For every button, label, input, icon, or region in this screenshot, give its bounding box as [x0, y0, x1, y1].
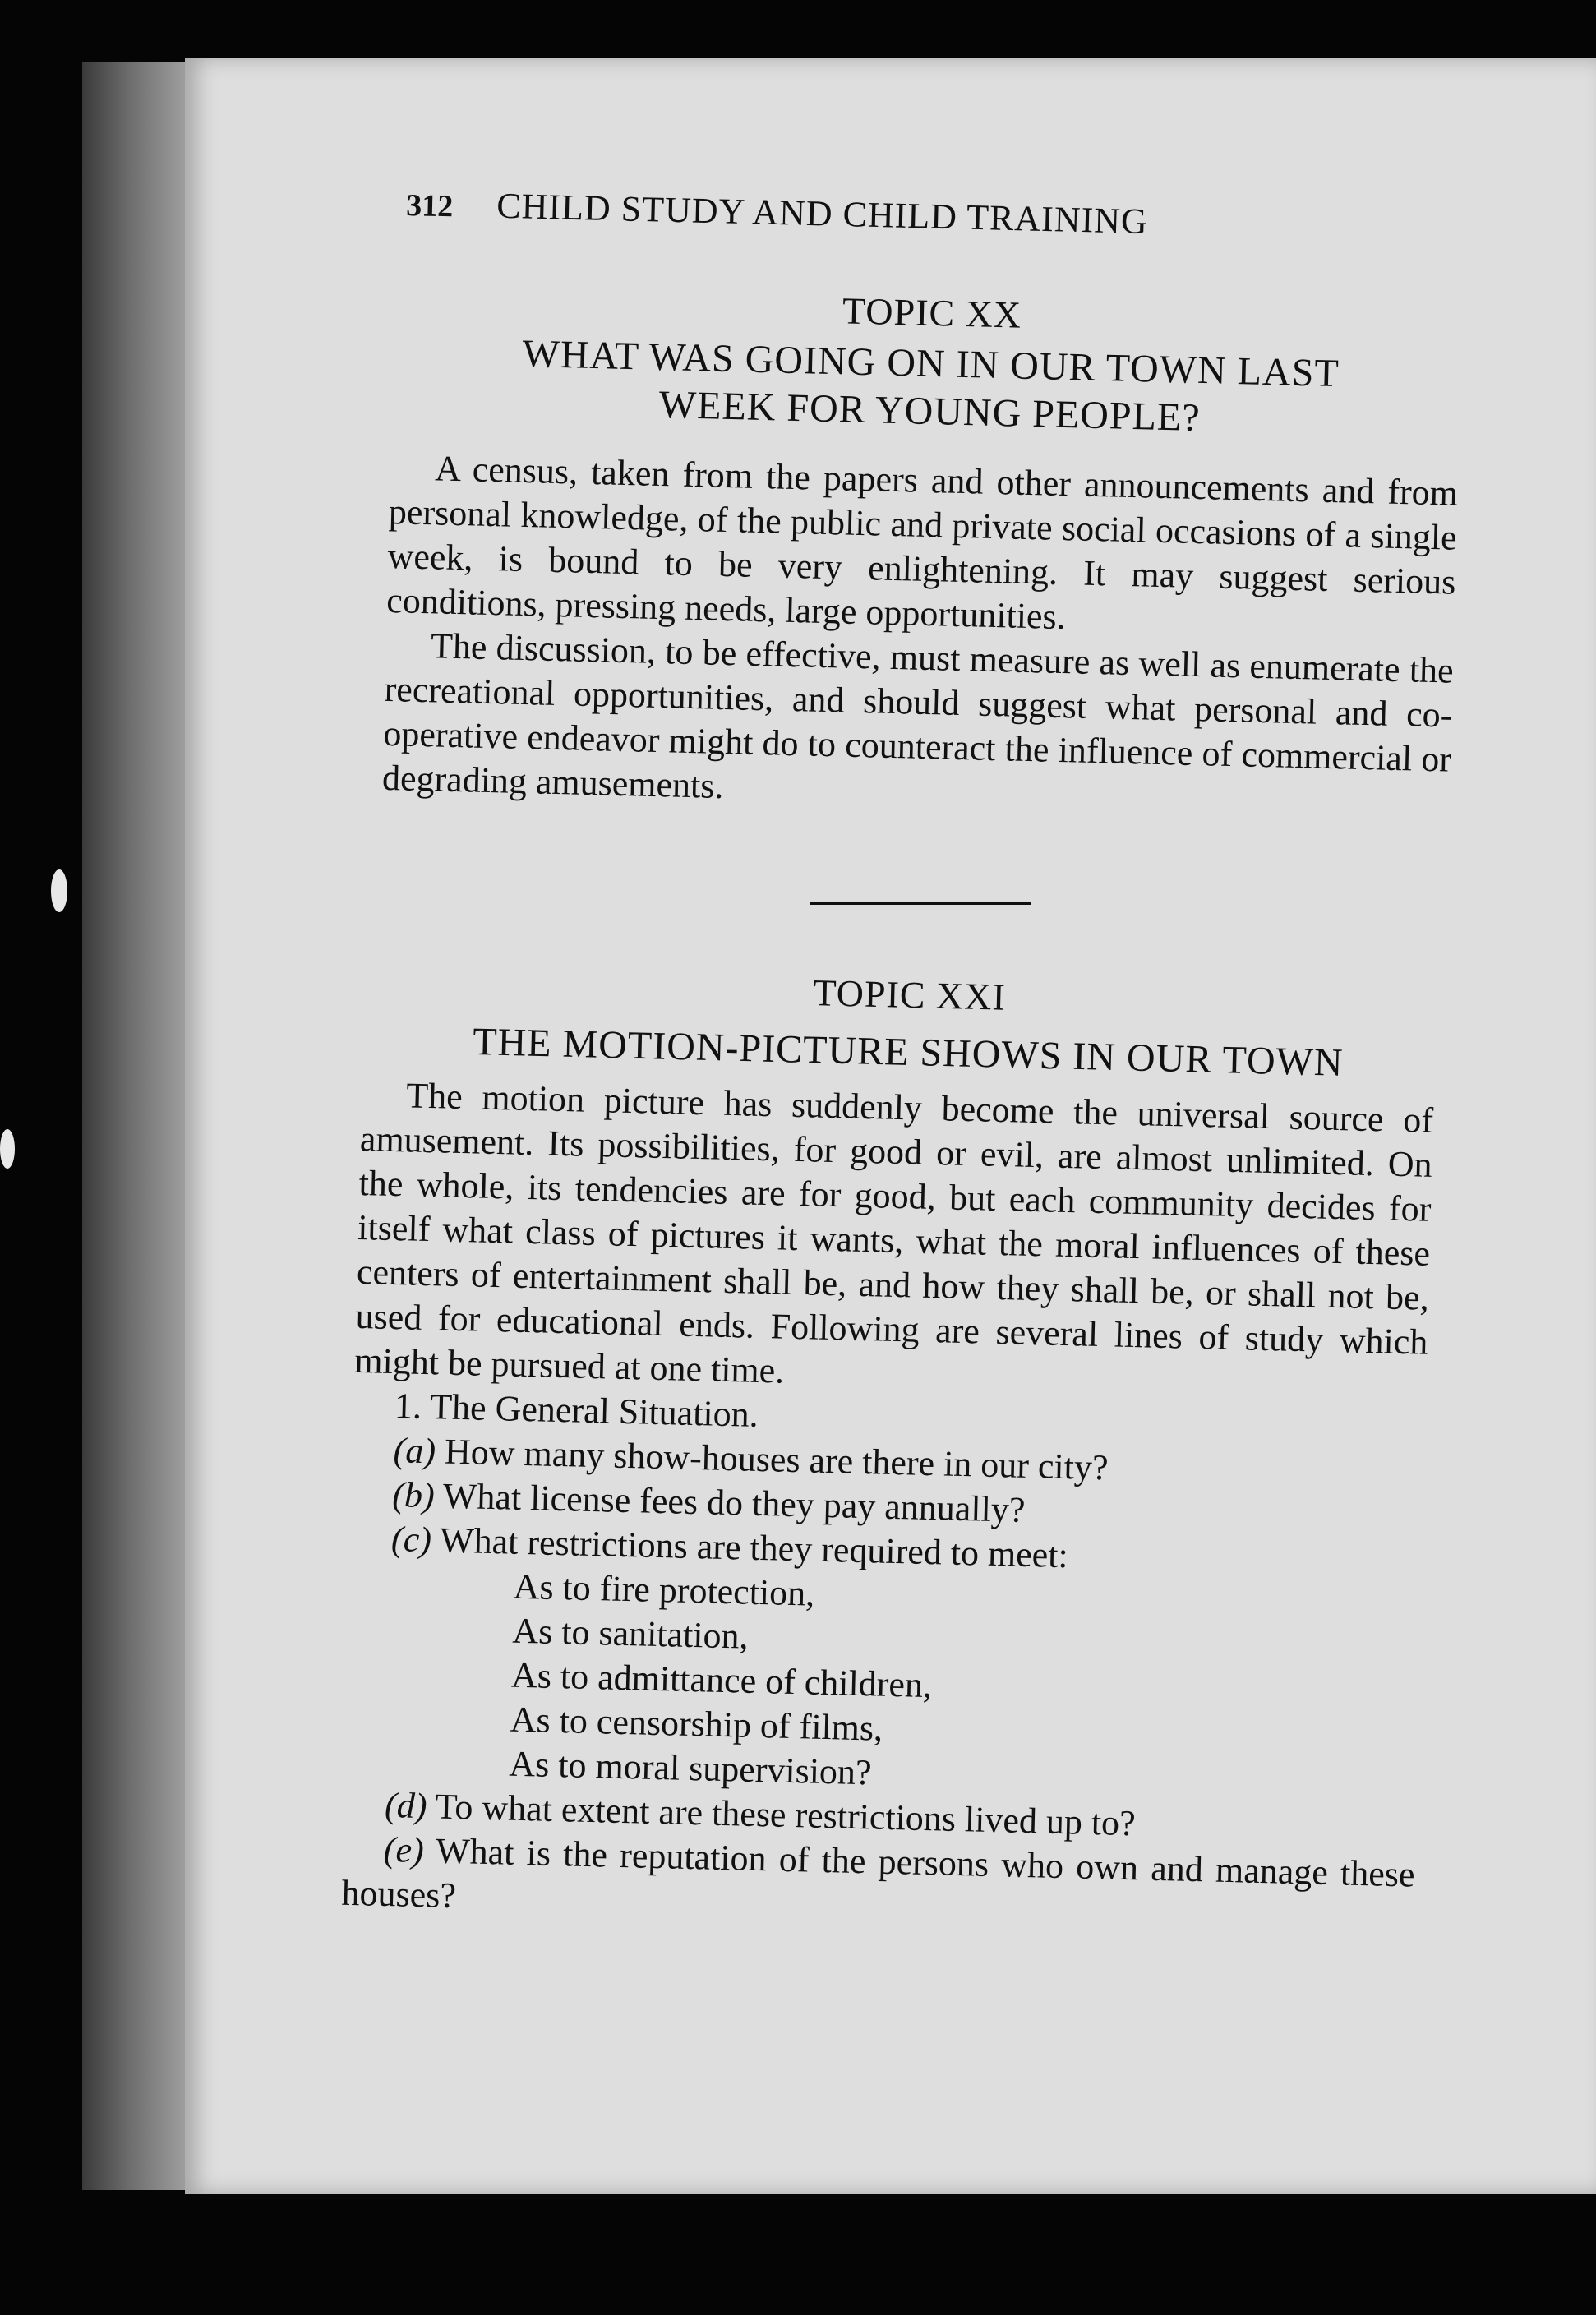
question-letter: (e): [383, 1828, 425, 1871]
book-title: CHILD STUDY AND CHILD TRAINING: [496, 185, 1149, 242]
question-text: What license fees do they pay annually?: [434, 1475, 1026, 1530]
scan-speck: [51, 869, 67, 912]
section-divider: [810, 902, 1031, 905]
sub-item: As to sanitation,: [511, 1610, 750, 1657]
topic-title-line: WHAT WAS GOING ON IN OUR TOWN LAST: [521, 331, 1340, 396]
sub-item: As to moral supervision?: [508, 1743, 873, 1793]
topic-label: TOPIC XXI: [812, 971, 1007, 1018]
sub-item: As to admittance of children,: [510, 1654, 933, 1706]
question-text: To what extent are these restrictions lived up to?: [426, 1786, 1137, 1844]
scan-speck: [0, 1129, 15, 1169]
paragraph: The discussion, to be effective, must measure as well as enumerate the recreational opportunities, and should suggest what personal and co-operative endeavor might do to counteract the influence of commercial or degrading amusements.: [381, 625, 1455, 807]
question-letter: (c): [390, 1519, 432, 1561]
topic-label: TOPIC XX: [842, 289, 1022, 336]
question-text: What restrictions are they required to meet:: [431, 1520, 1069, 1576]
topic-xxi-body: [341, 1072, 1434, 1942]
question-text: How many show-houses are there in our city?: [435, 1431, 1109, 1488]
page-number: 312: [405, 187, 454, 224]
question-letter: (d): [384, 1784, 428, 1827]
sub-item: As to fire protection,: [513, 1566, 815, 1614]
sub-item: As to censorship of films,: [510, 1699, 883, 1749]
topic-xx-body: [381, 445, 1458, 827]
paragraph: A census, taken from the papers and other announcements and from personal knowledge, of the public and private social occasions of a single week, is bound to be very enlightening. It may suggest serious conditions, pressing needs, large opportunities.: [385, 448, 1459, 638]
paragraph: The motion picture has suddenly become the universal source of amusement. Its possibilities, for good or evil, are almost unlimited. On the whole, its tendencies are for good, but each community decides for itself what class of pictures it wants, what the moral influences of these centers of entertainment shall be, and how they shall be, or shall not be, used for educational ends. Following are several lines of study which might be pursued at one time.: [353, 1075, 1434, 1391]
question-letter: (b): [391, 1474, 436, 1516]
topic-title-line: WEEK FOR YOUNG PEOPLE?: [658, 382, 1202, 440]
topic-xx-heading: [391, 278, 1471, 449]
section-heading: 1. The General Situation.: [394, 1386, 759, 1435]
question-letter: (a): [393, 1430, 436, 1472]
question-text: What is the reputation of the persons who own and manage these houses?: [341, 1830, 1416, 1916]
topic-title: THE MOTION-PICTURE SHOWS IN OUR TOWN: [472, 1019, 1345, 1085]
